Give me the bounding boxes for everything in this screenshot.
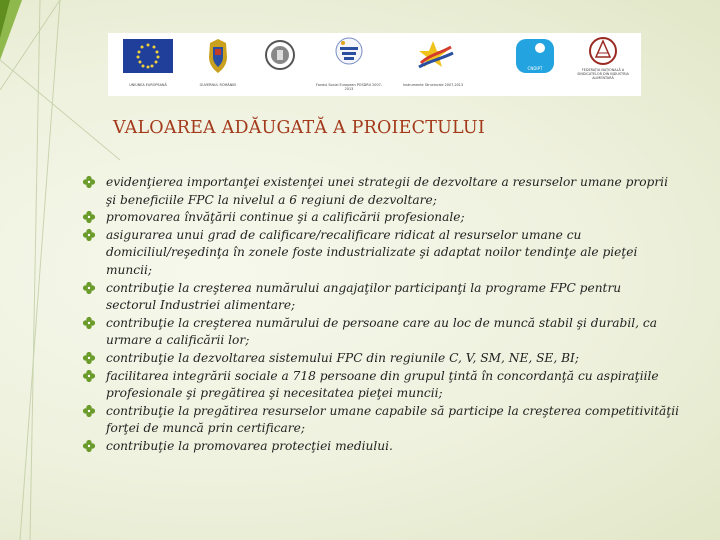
list-item-line: promovarea învăţării continue şi a calificării profesionale; — [106, 210, 465, 225]
logo-caption: GUVERNUL ROMÂNIEI — [199, 83, 237, 87]
fse-logo-icon — [313, 33, 385, 79]
logo-caption: Fondul Social European POSDRU 2007-2013 — [316, 83, 382, 91]
list-item-line: facilitarea integrării sociale a 718 persoane din grupul ţintă în concordanţă cu aspiraţiile — [106, 368, 659, 383]
bullet-list — [82, 174, 697, 456]
slide-title: VALOAREA ADĂUGATĂ A PROIECTULUI — [113, 118, 485, 138]
list-item — [82, 227, 697, 280]
logo-fse — [313, 33, 385, 96]
list-item — [82, 368, 697, 403]
list-item — [82, 280, 697, 315]
eu-flag-icon — [120, 33, 176, 79]
logo-caption: FEDERAŢIA NAŢIONALĂ A SINDICATELOR DIN INDUSTRIA ALIMENTARĂ — [577, 68, 629, 80]
list-item — [82, 438, 697, 456]
logo-bar — [108, 33, 641, 96]
logo-caption: CNDIPT — [527, 66, 543, 71]
list-item — [82, 209, 697, 227]
clover-bullet-icon — [82, 281, 96, 295]
list-item-line: urmare a calificării lor; — [106, 333, 250, 348]
list-item-line: forţei de muncă prin certificare; — [106, 421, 305, 436]
list-item — [82, 174, 697, 209]
clover-bullet-icon — [82, 404, 96, 418]
structural-instruments-logo-icon — [401, 33, 465, 79]
logo-federation — [570, 33, 636, 96]
cndipt-logo-icon — [510, 33, 560, 79]
clover-bullet-icon — [82, 351, 96, 365]
clover-bullet-icon — [82, 316, 96, 330]
logo-cndipt — [510, 33, 560, 96]
clover-bullet-icon — [82, 210, 96, 224]
logo-romania — [196, 33, 240, 96]
list-item-line: contribuţie la creşterea numărului angajaţilor participanţi la programe FPC pentru — [106, 280, 622, 295]
list-item-line: contribuţie la promovarea protecţiei mediului. — [106, 438, 393, 453]
list-item — [82, 315, 697, 350]
logo-eu — [120, 33, 176, 96]
clover-bullet-icon — [82, 439, 96, 453]
ministry-seal-icon — [260, 33, 300, 79]
list-item-line: evidenţierea importanţei existenţei unei strategii de dezvoltare a resurselor umane proprii — [106, 175, 668, 189]
list-item-line: sectorul Industriei alimentare; — [106, 298, 296, 313]
clover-bullet-icon — [82, 228, 96, 242]
list-item-line: contribuţie la dezvoltarea sistemului FPC din regiunile C, V, SM, NE, SE, BI; — [106, 350, 579, 365]
logo-caption: UNIUNEA EUROPEANĂ — [129, 83, 167, 87]
list-item — [82, 350, 697, 368]
clover-bullet-icon — [82, 369, 96, 383]
list-item-line: profesionale şi pregătirea şi necesitatea pieţei muncii; — [106, 386, 443, 401]
list-item-line: şi beneficiile FPC la nivelul a 6 regiuni de dezvoltare; — [106, 192, 437, 207]
logo-structural-instruments — [401, 33, 465, 96]
clover-bullet-icon — [82, 175, 96, 189]
list-item-line: domiciliul/reşedinţa în zonele foste industrializate şi adaptat noilor tendinţe ale pieţei — [106, 245, 638, 260]
list-item-line: muncii; — [106, 262, 152, 277]
list-item-line: contribuţie la creşterea numărului de persoane care au loc de muncă stabil şi durabil, ca — [106, 315, 657, 330]
logo-caption: Instrumente Structurale 2007-2013 — [402, 83, 464, 87]
logo-ministry — [260, 33, 300, 96]
list-item — [82, 403, 697, 438]
romania-coat-of-arms-icon — [196, 33, 240, 79]
list-item-line: asigurarea unui grad de calificare/recalificare ridicat al resurselor umane cu — [106, 227, 582, 242]
list-item-line: contribuţie la pregătirea resurselor umane capabile să participe la creşterea competitivităţii — [106, 403, 680, 418]
